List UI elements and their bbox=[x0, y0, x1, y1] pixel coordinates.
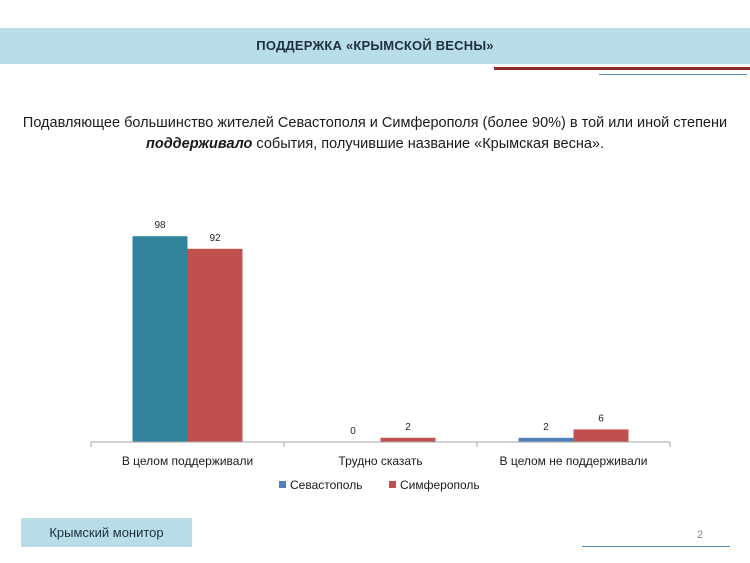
page-number: 2 bbox=[696, 529, 704, 541]
bar-simferopol-0 bbox=[188, 249, 243, 442]
x-axis-category-label: В целом не поддерживали bbox=[499, 454, 648, 468]
data-label: 2 bbox=[543, 421, 549, 433]
subtitle-emphasis: поддерживало bbox=[146, 136, 253, 152]
chart-bars bbox=[133, 236, 629, 442]
legend-label-sevastopol: Севастополь bbox=[290, 478, 363, 492]
bar-sevastopol-0 bbox=[133, 236, 188, 442]
legend-marker-simferopol bbox=[389, 481, 396, 488]
legend-marker-sevastopol bbox=[279, 481, 286, 488]
data-label: 0 bbox=[350, 426, 356, 437]
source-label: Крымский монитор bbox=[21, 518, 192, 547]
bar-simferopol-2 bbox=[574, 429, 629, 442]
data-label: 92 bbox=[209, 232, 221, 244]
footer-line bbox=[582, 546, 730, 547]
data-label: 2 bbox=[405, 421, 411, 433]
slide-title: ПОДДЕРЖКА «КРЫМСКОЙ ВЕСНЫ» bbox=[256, 38, 494, 53]
legend-label-simferopol: Симферополь bbox=[400, 478, 480, 492]
subtitle-text-2: события, получившие название «Крымская весна». bbox=[252, 136, 604, 152]
subtitle-text-1: Подавляющее большинство жителей Севастополя и Симферополя (более 90%) в той или иной степени bbox=[22, 115, 728, 131]
subtitle bbox=[20, 113, 730, 155]
chart-legend bbox=[279, 478, 480, 492]
bar-chart bbox=[0, 195, 750, 505]
bar-sevastopol-2 bbox=[519, 438, 574, 442]
x-axis-category-labels bbox=[122, 454, 648, 468]
accent-line-blue bbox=[599, 74, 747, 75]
data-label: 98 bbox=[154, 220, 166, 232]
x-axis-ticks bbox=[91, 442, 670, 447]
x-axis-category-label: Трудно сказать bbox=[338, 454, 423, 468]
x-axis-category-label: В целом поддерживали bbox=[121, 454, 254, 468]
data-label: 6 bbox=[598, 413, 604, 425]
accent-line-red bbox=[494, 67, 750, 70]
bar-simferopol-1 bbox=[381, 438, 436, 442]
